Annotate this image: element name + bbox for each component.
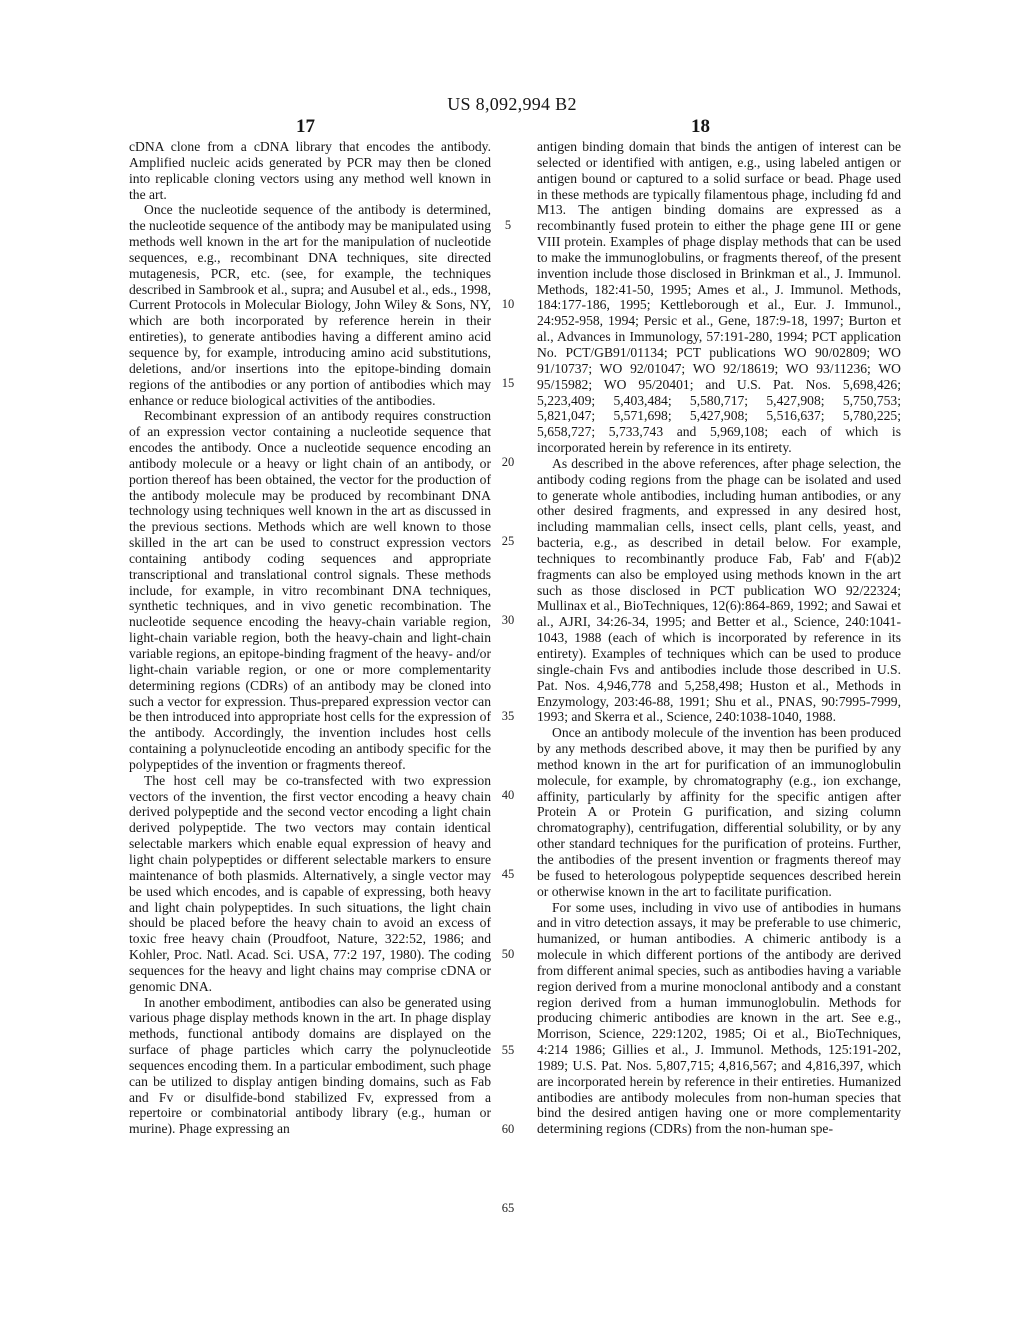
line-number: 5 — [504, 218, 512, 232]
right-column — [537, 139, 901, 1137]
page-number-right: 18 — [691, 116, 710, 137]
paragraph: For some uses, including in vivo use of antibodies in humans and in vitro detection assays, it may be preferable to use chimeric, humanized, or human antibodies. A chimeric antibody is a molecule in which different portions of the antibody are derived from different animal species, such as antibodies having a variable region derived from a murine monoclonal antibody and a constant region derived from a human immunoglobulin. Methods for producing chimeric antibodies are known in the art. See e.g., Morrison, Science, 229:1202, 1985; Oi et al., BioTechniques, 4:214 1986; Gillies et al., J. Immunol. Methods, 125:191-202, 1989; U.S. Pat. Nos. 5,807,715; 4,816,567; and 4,816,397, which are incorporated herein by reference in their entireties. Humanized antibodies are antibody molecules from non-human species that bind the desired antigen having one or more complementarity determining regions (CDRs) from the non-human spe- — [537, 899, 901, 1137]
line-number: 65 — [501, 1201, 515, 1215]
paragraph: Once an antibody molecule of the invention has been produced by any methods described above, it may then be purified by any method known in the art for purification of an immunoglobulin molecule, for example, by chromatography (e.g., ion exchange, affinity, particularly by affinity for the specific antigen after Protein A or Protein G purification, and sizing column chromatography), centrifugation, differential solubility, or by any other standard techniques for the purification of proteins. Further, the antibodies of the present invention or fragments thereof may be fused to heterologous polypeptide sequences described herein or otherwise known in the art to facilitate purification. — [537, 725, 901, 899]
line-number: 30 — [501, 613, 515, 627]
line-number: 35 — [501, 709, 515, 723]
paragraph: Once the nucleotide sequence of the antibody is determined, the nucleotide sequence of the antibody may be manipulated using methods well known in the art for the manipulation of nucleotide sequences, e.g., recombinant DNA techniques, site directed mutagenesis, PCR, etc. (see, for example, the techniques described in Sambrook et al., supra; and Ausubel et al., eds., 1998, Current Protocols in Molecular Biology, John Wiley & Sons, NY, which are both incorporated by reference herein in their entireties), to generate antibodies having a different amino acid sequence by, for example, introducing amino acid substitutions, deletions, and/or insertions into the epitope-binding domain regions of the antibodies or any portion of antibodies which may enhance or reduce biological activities of the antibodies. — [129, 202, 492, 408]
line-number: 20 — [501, 455, 515, 469]
paragraph: antigen binding domain that binds the antigen of interest can be selected or identified with antigen, e.g., using labeled antigen or antigen bound or captured to a solid surface or bead. Phage used in these methods are typically filamentous phage, including fd and M13. The antigen binding domains are expressed as a recombinantly fused protein to either the phage gene III or gene VIII protein. Examples of phage display methods that can be used to make the immunoglobulins, or fragments thereof, of the present invention include those disclosed in Brinkman et al., J. Immunol. Methods, 182:41-50, 1995; Ames et al., J. Immunol. Methods, 184:177-186, 1995; Kettleborough et al., Eur. J. Immunol., 24:952-958, 1994; Persic et al., Gene, 187:9-18, 1997; Burton et al., Advances in Immunology, 57:191-280, 1994; PCT application No. PCT/GB91/01134; PCT publications WO 90/02809; WO 91/10737; WO 92/01047; WO 92/18619; WO 93/11236; WO 95/15982; WO 95/20401; and U.S. Pat. Nos. 5,698,426; 5,223,409; 5,403,484; 5,580,717; 5,427,908; 5,750,753; 5,821,047; 5,571,698; 5,427,908; 5,516,637; 5,780,225; 5,658,727; 5,733,743 and 5,969,108; each of which is incorporated herein by reference in its entirety. — [537, 139, 901, 456]
paragraph: The host cell may be co-transfected with two expression vectors of the invention, the first vector encoding a heavy chain derived polypeptide and the second vector encoding a light chain derived polypeptide. The two vectors may contain identical selectable markers which enable equal expression of heavy and light chain polypeptides or different selectable markers to ensure maintenance of both plasmids. Alternatively, a single vector may be used which encodes, and is capable of expressing, both heavy and light chain polypeptides. In such situations, the light chain should be placed before the heavy chain to avoid an excess of toxic free heavy chain (Proudfoot, Nature, 322:52, 1986; and Kohler, Proc. Natl. Acad. Sci. USA, 77:2 197, 1980). The coding sequences for the heavy and light chains may comprise cDNA or genomic DNA. — [129, 772, 491, 994]
paragraph: As described in the above references, after phage selection, the antibody coding regions from the phage can be isolated and used to generate whole antibodies, including human antibodies, or any other desired fragments, and expressed in any desired host, including mammalian cells, insect cells, plant cells, yeast, and bacteria, e.g., as described in detail below. For example, techniques to recombinantly produce Fab, Fab' and F(ab)2 fragments can also be employed using methods known in the art such as those disclosed in PCT publication WO 92/22324; Mullinax et al., BioTechniques, 12(6):864-869, 1992; and Sawai et al., AJRI, 34:26-34, 1995; and Better et al., Science, 240:1041-1043, 1988 (each of which is incorporated by reference in its entirety). Examples of techniques which can be used to produce single-chain Fvs and antibodies include those described in U.S. Pat. Nos. 4,946,778 and 5,258,498; Huston et al., Methods in Enzymology, 203:46-88, 1991; Shu et al., PNAS, 90:7995-7999, 1993; and Skerra et al., Science, 240:1038-1040, 1988. — [537, 455, 901, 725]
line-number-gutter — [496, 139, 520, 1239]
line-number: 25 — [501, 534, 515, 548]
paragraph: Recombinant expression of an antibody requires construction of an expression vector containing a nucleotide sequence that encodes the antibody. Once a nucleotide sequence encoding an antibody molecule or a heavy or light chain of an antibody, or portion thereof has been obtained, the vector for the production of the antibody molecule may be produced by recombinant DNA technology using techniques well known in the art as discussed in the previous sections. Methods which are well known to those skilled in the art can be used to construct expression vectors containing antibody coding sequences and appropriate transcriptional and translational control signals. These methods include, for example, in vitro recombinant DNA techniques, synthetic techniques, and in vivo genetic recombination. The nucleotide sequence encoding the heavy-chain variable region, light-chain variable region, both the heavy-chain and light-chain variable regions, an epitope-binding fragment of the heavy- and/or light-chain variable region, or one or more complementarity determining regions (CDRs) of an antibody may be cloned into such a vector for expression. Thus-prepared expression vector can be then introduced into appropriate host cells for the expression of the antibody. Accordingly, the invention includes host cells containing a polynucleotide encoding an antibody specific for the polypeptides of the invention or fragments thereof. — [129, 408, 491, 772]
line-number: 60 — [501, 1122, 515, 1136]
line-number: 50 — [501, 947, 515, 961]
paragraph: In another embodiment, antibodies can also be generated using various phage display methods known in the art. In phage display methods, functional antibody domains are displayed on the surface of phage particles which carry the polynucleotide sequences encoding them. In a particular embodiment, such phage can be utilized to display antigen binding domains, such as Fab and Fv or disulfide-bond stabilized Fv, expressed from a repertoire or combinatorial antibody library (e.g., human or murine). Phage expressing an — [129, 994, 491, 1137]
line-number: 40 — [501, 788, 515, 802]
line-number: 10 — [501, 297, 515, 311]
patent-number: US 8,092,994 B2 — [447, 94, 577, 114]
line-number: 45 — [501, 867, 515, 881]
page-number-left: 17 — [296, 116, 315, 137]
left-column — [129, 139, 491, 1137]
line-number: 55 — [501, 1043, 515, 1057]
paragraph: cDNA clone from a cDNA library that encodes the antibody. Amplified nucleic acids generated by PCR may then be cloned into replicable cloning vectors using any method well known in the art. — [129, 139, 491, 202]
line-number: 15 — [501, 376, 515, 390]
